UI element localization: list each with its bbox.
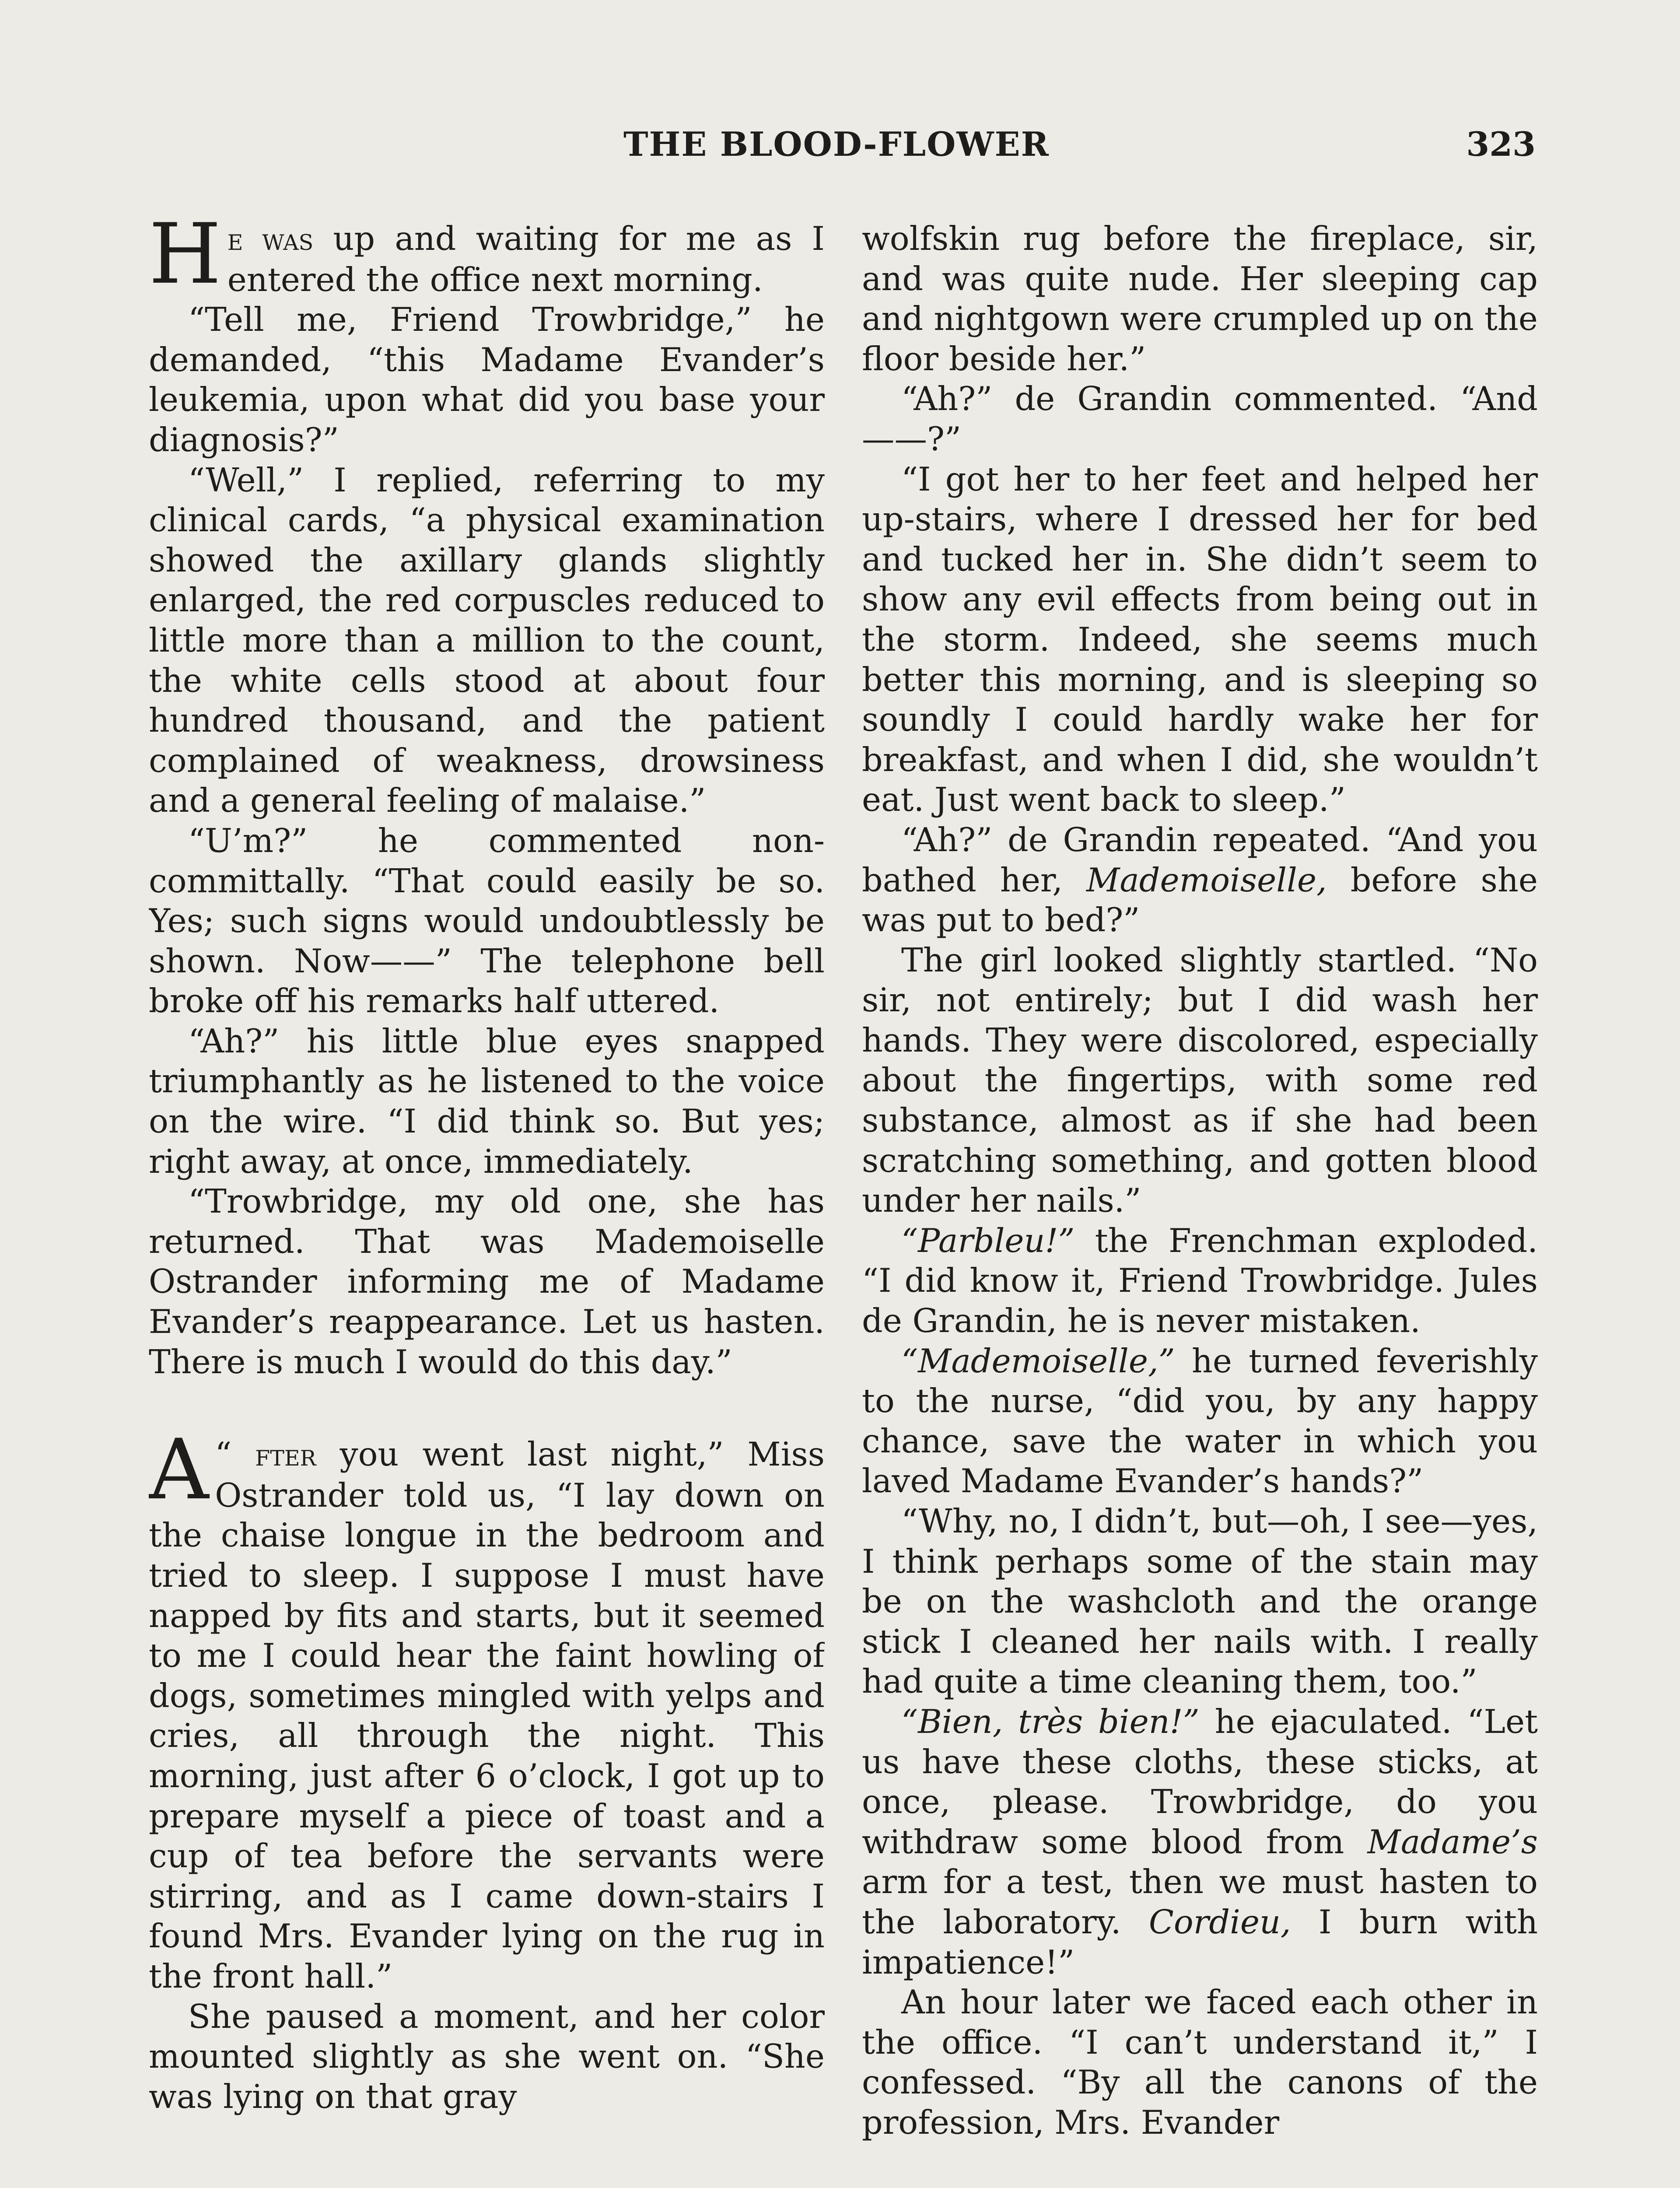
- paragraph: “U’m?” he commented non-committally. “That could easily be so. Yes; such signs would undoubtlessly be shown. Now——” The telephone bell broke off his remarks half uttered.: [149, 821, 825, 1020]
- italic-text: “Bien, très bien!”: [901, 1702, 1200, 1741]
- page-number: 323: [1466, 125, 1536, 164]
- small-caps-lead: fter: [255, 1437, 316, 1473]
- paragraph-text: I burn with impatience!”: [862, 1903, 1538, 1981]
- paragraph: [862, 1221, 1538, 1341]
- italic-text: Cordieu,: [1148, 1903, 1291, 1941]
- italic-text: “Parbleu!”: [901, 1221, 1075, 1260]
- paragraph-text: the Frenchman exploded. “I did know it, Friend Trowbridge. Jules de Grandin, he is never mistaken.: [862, 1221, 1538, 1340]
- paragraph: “Ah?” de Grandin commented. “And——?”: [862, 380, 1538, 458]
- paragraph-text: before she was put to bed?”: [862, 861, 1538, 940]
- paragraph-text: arm for a test, then we must hasten to the laboratory.: [862, 1863, 1538, 1941]
- paragraph-text: he turned feverishly to the nurse, “did you, by any happy chance, save the water in which you laved Madame Evander’s hands?”: [862, 1342, 1538, 1501]
- paragraph: “Why, no, I didn’t, but—oh, I see—yes, I think perhaps some of the stain may be on the washcloth and the orange stick I cleaned her nails with. I really had quite a time cleaning them, too.”: [862, 1502, 1538, 1701]
- right-column: [862, 219, 1538, 2188]
- section-break: [149, 1382, 825, 1434]
- paragraph: She paused a moment, and her color mounted slightly as she went on. “She was lying on that gray: [149, 1997, 825, 2116]
- running-title: THE BLOOD-FLOWER: [623, 125, 1050, 164]
- paragraph-text: up and waiting for me as I entered the office next morning.: [227, 220, 825, 299]
- paragraph: [149, 219, 825, 300]
- paragraph: “Trowbridge, my old one, she has returned. That was Mademoiselle Ostrander informing me of Madame Evander’s reappearance. Let us hasten. There is much I would do this day.”: [149, 1182, 825, 1381]
- italic-text: Mademoiselle,: [1086, 861, 1327, 899]
- running-header: [149, 125, 1536, 173]
- paragraph-text: he ejaculated. “Let us have these cloths, these sticks, at once, please. Trowbridge, do you withdraw some blood from: [862, 1702, 1538, 1861]
- left-column: [149, 219, 825, 2188]
- paragraph: The girl looked slightly startled. “No sir, not entirely; but I did wash her hands. They were discolored, especially about the fingertips, with some red substance, almost as if she had been scratching something, and gotten blood under her nails.”: [862, 941, 1538, 1220]
- italic-text: “Mademoiselle,”: [901, 1342, 1175, 1380]
- paragraph: [862, 1702, 1538, 1982]
- small-caps-lead: e was: [227, 221, 314, 257]
- paragraph: “Well,” I replied, referring to my clinical cards, “a physical examination showed the axillary glands slightly enlarged, the red corpuscles reduced to little more than a million to the count, the white cells stood at about four hundred thousand, and the patient complained of weakness, drowsiness and a general feeling of malaise.”: [149, 461, 825, 820]
- paragraph: An hour later we faced each other in the office. “I can’t understand it,” I confessed. “By all the canons of the profession, Mrs. Evander: [862, 1983, 1538, 2142]
- paragraph: wolfskin rug before the fireplace, sir, and was quite nude. Her sleeping cap and nightgown were crumpled up on the floor beside her.”: [862, 220, 1538, 378]
- opening-quote: “: [215, 1435, 232, 1474]
- paragraph-text: you went last night,” Miss Ostrander told us, “I lay down on the chaise longue in the bedroom and tried to sleep. I suppose I must have napped by fits and starts, but it seemed to me I could hear the faint howling of dogs, sometimes mingled with yelps and cries, all through the night. This morning, just after 6 o’clock, I got up to prepare myself a piece of toast and a cup of tea before the servants were stirring, and as I came down-stairs I found Mrs. Evander lying on the rug in the front hall.”: [149, 1435, 825, 1995]
- paragraph: [862, 820, 1538, 940]
- paragraph: “Tell me, Friend Trowbridge,” he demanded, “this Madame Evander’s leukemia, upon what did you base your diagnosis?”: [149, 301, 825, 459]
- paragraph: [862, 1341, 1538, 1501]
- paragraph: “I got her to her feet and helped her up-stairs, where I dressed her for bed and tucked her in. She didn’t seem to show any evil effects from being out in the storm. Indeed, she seems much better this morning, and is sleeping so soundly I could hardly wake her for breakfast, and when I did, she wouldn’t eat. Just went back to sleep.”: [862, 460, 1538, 819]
- italic-text: Madame’s: [1367, 1823, 1538, 1861]
- drop-cap: H: [149, 219, 221, 302]
- paragraph: [149, 1421, 825, 1996]
- drop-cap: A: [149, 1421, 209, 1518]
- paragraph: “Ah?” his little blue eyes snapped triumphantly as he listened to the voice on the wire. “I did think so. But yes; right away, at once, immediately.: [149, 1022, 825, 1181]
- paragraph-text: “Ah?” de Grandin repeated. “And you bathed her,: [862, 820, 1538, 899]
